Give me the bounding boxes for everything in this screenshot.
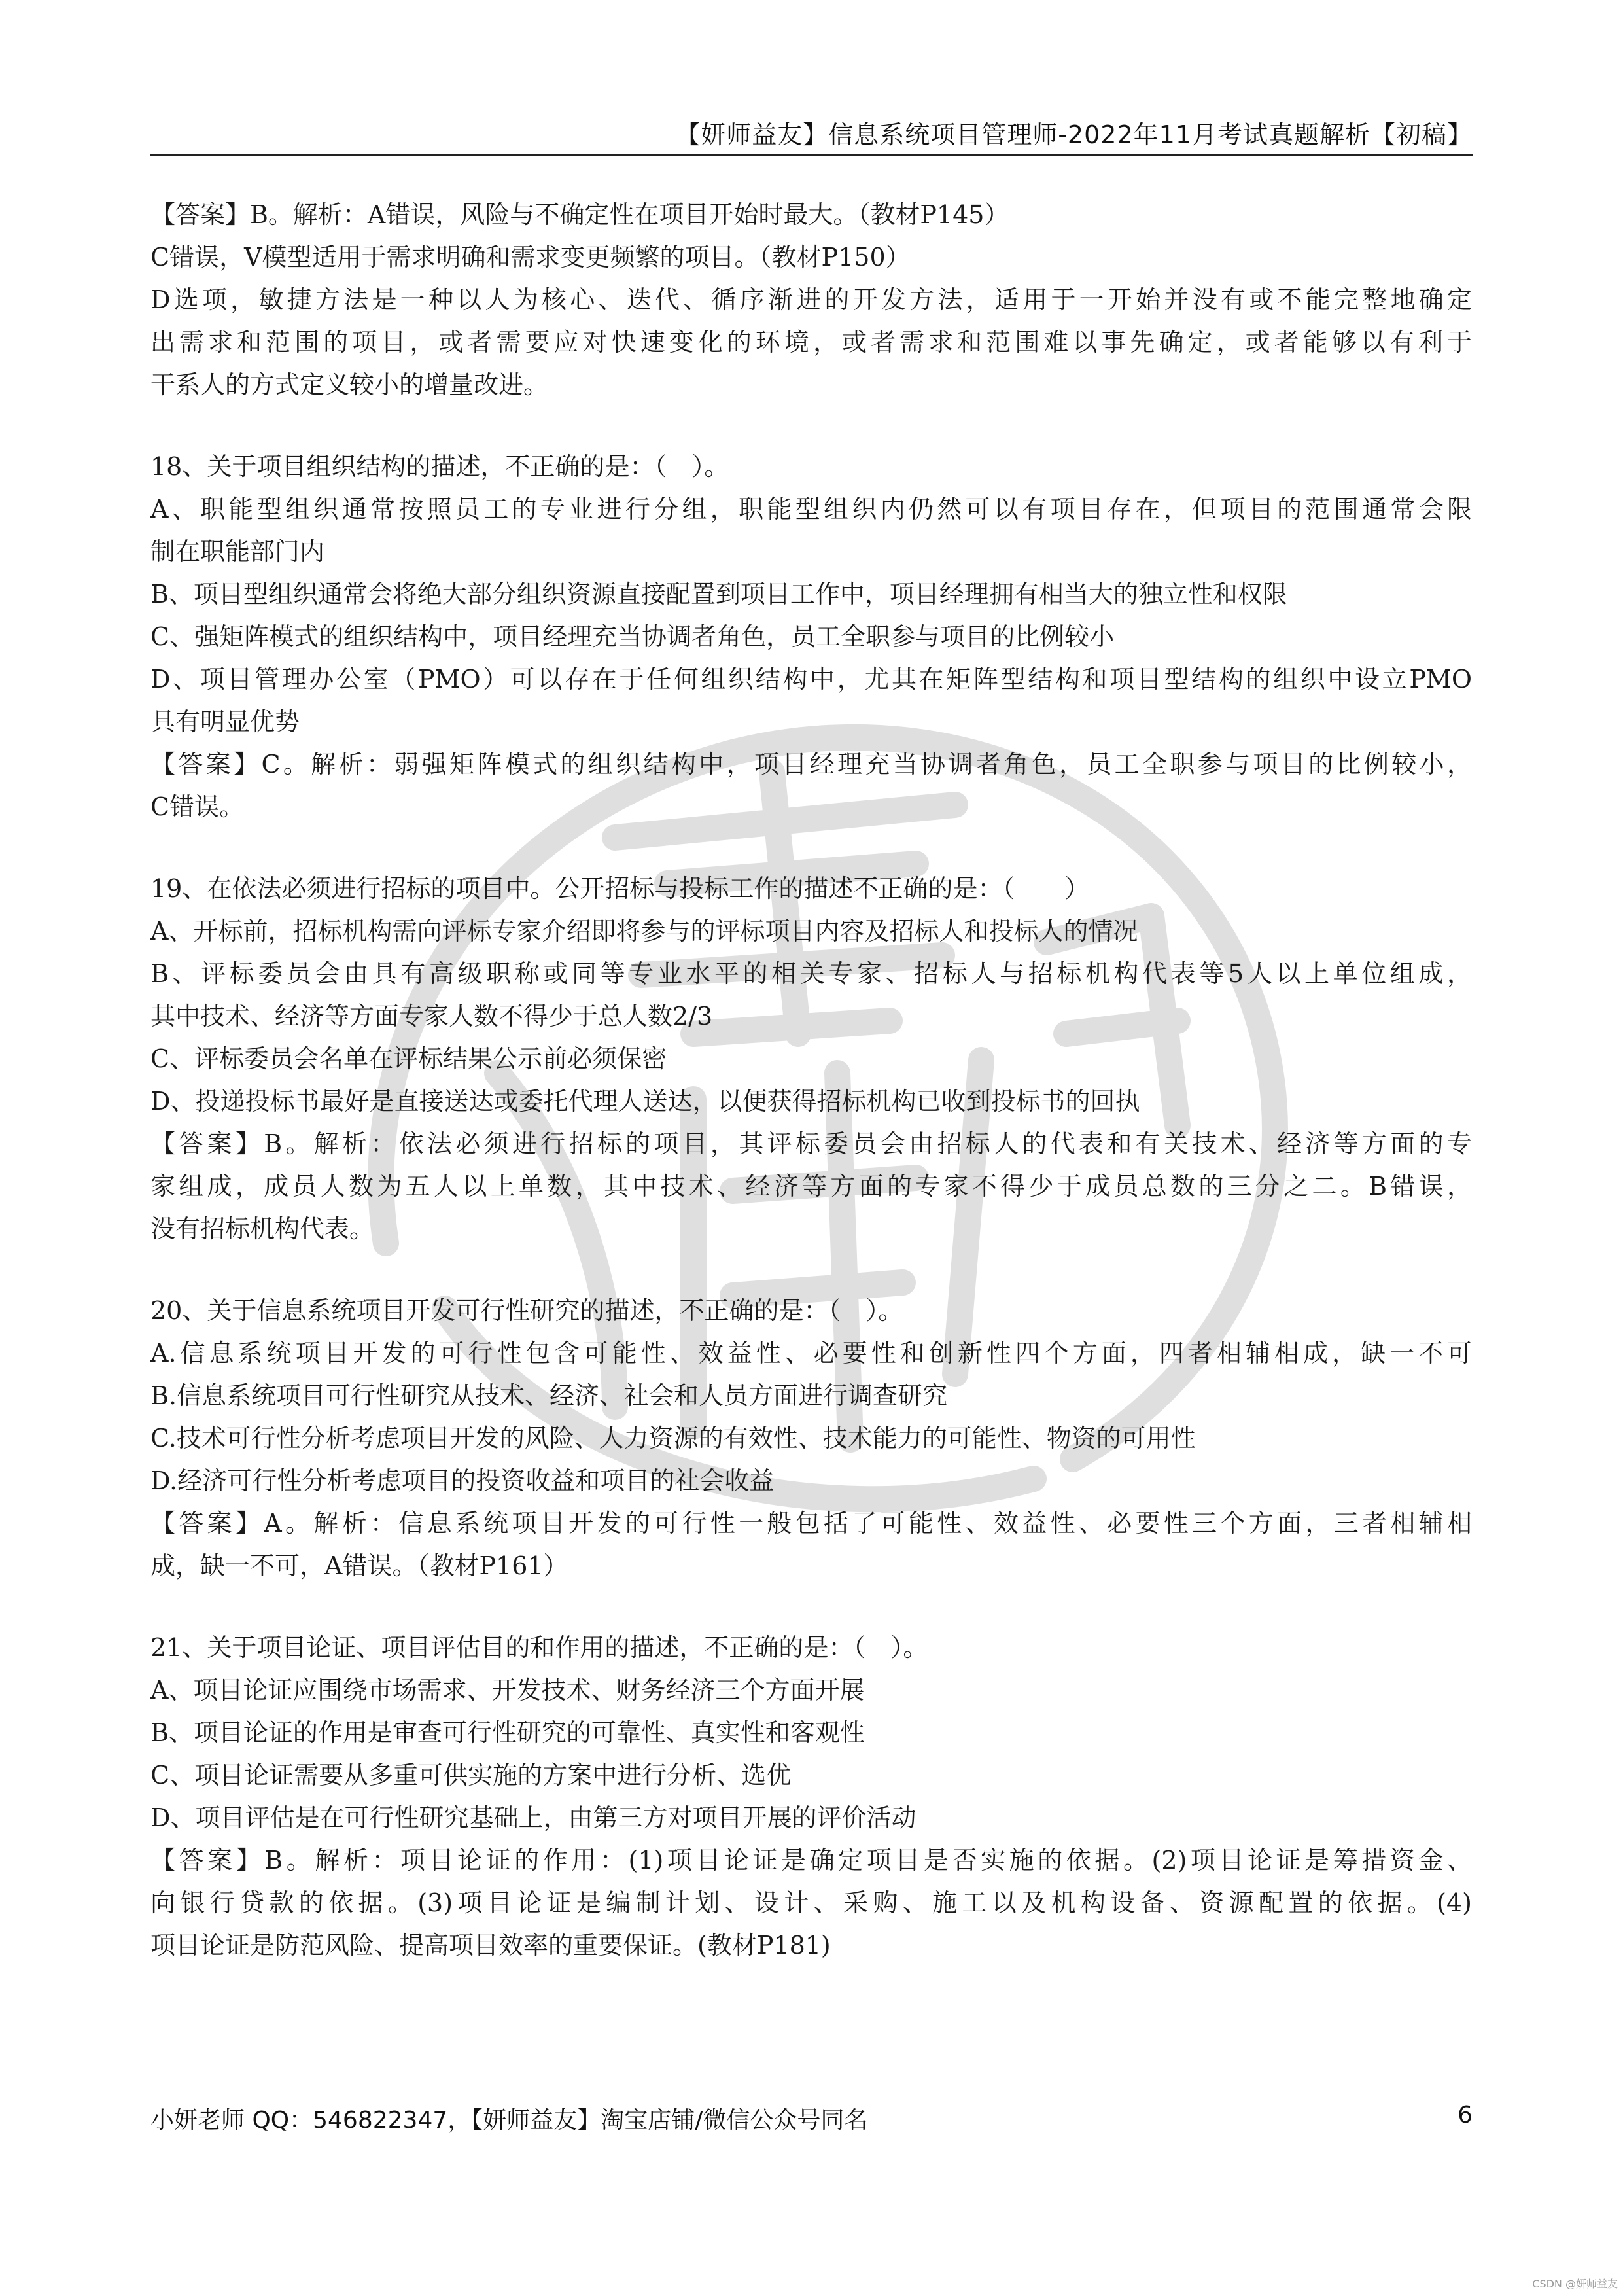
question-title: 18、关于项目组织结构的描述，不正确的是：（ ）。 [150, 452, 729, 481]
option-line: D、项目管理办公室（PMO）可以存在于任何组织结构中，尤其在矩阵型结构和项目型结构的组织中设立PMO [150, 665, 1472, 694]
text-line: D选项，敏捷方法是一种以人为核心、迭代、循序渐进的开发方法，适用于一开始并没有或不能完整地确定 [150, 285, 1472, 314]
answer-line: 【答案】B。解析：项目论证的作用：(1)项目论证是确定项目是否实施的依据。(2)项目论证是筹措资金、 [150, 1846, 1472, 1875]
question-title: 19、在依法必须进行招标的项目中。公开招标与投标工作的描述不正确的是：（ ） [150, 874, 1090, 903]
question-title: 21、关于项目论证、项目评估目的和作用的描述，不正确的是：（ ）。 [150, 1633, 928, 1662]
answer-line: 【答案】B。解析：依法必须进行招标的项目，其评标委员会由招标人的代表和有关技术、经济等方面的专 [150, 1129, 1472, 1158]
source-tag: CSDN @妍师益友 [1532, 2278, 1618, 2290]
answer-line: 【答案】A。解析：信息系统项目开发的可行性一般包括了可能性、效益性、必要性三个方面，三者相辅相 [150, 1509, 1472, 1538]
option-line: D、投递投标书最好是直接送达或委托代理人送达，以便获得招标机构已收到投标书的回执 [150, 1087, 1140, 1116]
option-line: 制在职能部门内 [150, 537, 325, 566]
option-line: B、评标委员会由具有高级职称或同等专业水平的相关专家、招标人与招标机构代表等5人以上单位组成， [150, 959, 1472, 988]
option-line: B.信息系统项目可行性研究从技术、经济、社会和人员方面进行调查研究 [150, 1381, 948, 1410]
page-header [150, 108, 1473, 156]
page-number: 6 [1457, 2102, 1473, 2128]
footer-contact: 小妍老师 QQ：546822347，【妍师益友】淘宝店铺/微信公众号同名 [150, 2107, 868, 2134]
answer-line: 家组成，成员人数为五人以上单数，其中技术、经济等方面的专家不得少于成员总数的三分之二。B错误， [150, 1172, 1472, 1201]
answer-line: 没有招标机构代表。 [150, 1214, 375, 1243]
answer-line: 项目论证是防范风险、提高项目效率的重要保证。(教材P181) [150, 1931, 831, 1960]
text-line: C错误，V模型适用于需求明确和需求变更频繁的项目。（教材P150） [150, 243, 911, 272]
question-title: 20、关于信息系统项目开发可行性研究的描述，不正确的是：（ ）。 [150, 1296, 903, 1325]
option-line: C、项目论证需要从多重可供实施的方案中进行分析、选优 [150, 1761, 792, 1790]
section-question-21 [150, 1627, 1472, 1967]
option-line: A、开标前，招标机构需向评标专家介绍即将参与的评标项目内容及招标人和投标人的情况 [150, 917, 1138, 945]
option-line: 其中技术、经济等方面专家人数不得少于总人数2/3 [150, 1002, 713, 1031]
answer-line: C错误。 [150, 792, 245, 821]
document-body [150, 194, 1472, 1967]
answer-line: 成，缺一不可，A错误。（教材P161） [150, 1551, 568, 1580]
header-title: 【妍师益友】信息系统项目管理师-2022年11月考试真题解析【初稿】 [675, 120, 1473, 149]
section-question-18 [150, 446, 1472, 828]
option-line: B、项目论证的作用是审查可行性研究的可靠性、真实性和客观性 [150, 1718, 865, 1747]
option-line: D、项目评估是在可行性研究基础上，由第三方对项目开展的评价活动 [150, 1803, 916, 1832]
option-line: 具有明显优势 [150, 707, 300, 736]
option-line: C.技术可行性分析考虑项目开发的风险、人力资源的有效性、技术能力的可能性、物资的可用性 [150, 1424, 1196, 1453]
answer-line: 【答案】B。解析：A错误，风险与不确定性在项目开始时最大。（教材P145） [150, 200, 1009, 229]
answer-line: 向银行贷款的依据。(3)项目论证是编制计划、设计、采购、施工以及机构设备、资源配置的依据。(4) [150, 1888, 1472, 1917]
option-line: C、强矩阵模式的组织结构中，项目经理充当协调者角色，员工全职参与项目的比例较小 [150, 622, 1115, 651]
section-question-20 [150, 1290, 1472, 1587]
option-line: A、职能型组织通常按照员工的专业进行分组，职能型组织内仍然可以有项目存在，但项目的范围通常会限 [150, 495, 1472, 523]
section-question-19 [150, 868, 1472, 1250]
answer-line: 【答案】C。解析：弱强矩阵模式的组织结构中，项目经理充当协调者角色，员工全职参与项目的比例较小， [150, 750, 1472, 779]
option-line: C、评标委员会名单在评标结果公示前必须保密 [150, 1044, 667, 1073]
text-line: 出需求和范围的项目，或者需要应对快速变化的环境，或者需求和范围难以事先确定，或者能够以有利于 [150, 328, 1472, 357]
option-line: A.信息系统项目开发的可行性包含可能性、效益性、必要性和创新性四个方面，四者相辅相成，缺一不可 [150, 1339, 1472, 1368]
section-q17-answer [150, 194, 1472, 406]
text-line: 干系人的方式定义较小的增量改进。 [150, 370, 549, 399]
option-line: B、项目型组织通常会将绝大部分组织资源直接配置到项目工作中，项目经理拥有相当大的独立性和权限 [150, 580, 1287, 609]
option-line: A、项目论证应围绕市场需求、开发技术、财务经济三个方面开展 [150, 1676, 865, 1704]
option-line: D.经济可行性分析考虑项目的投资收益和项目的社会收益 [150, 1466, 775, 1495]
